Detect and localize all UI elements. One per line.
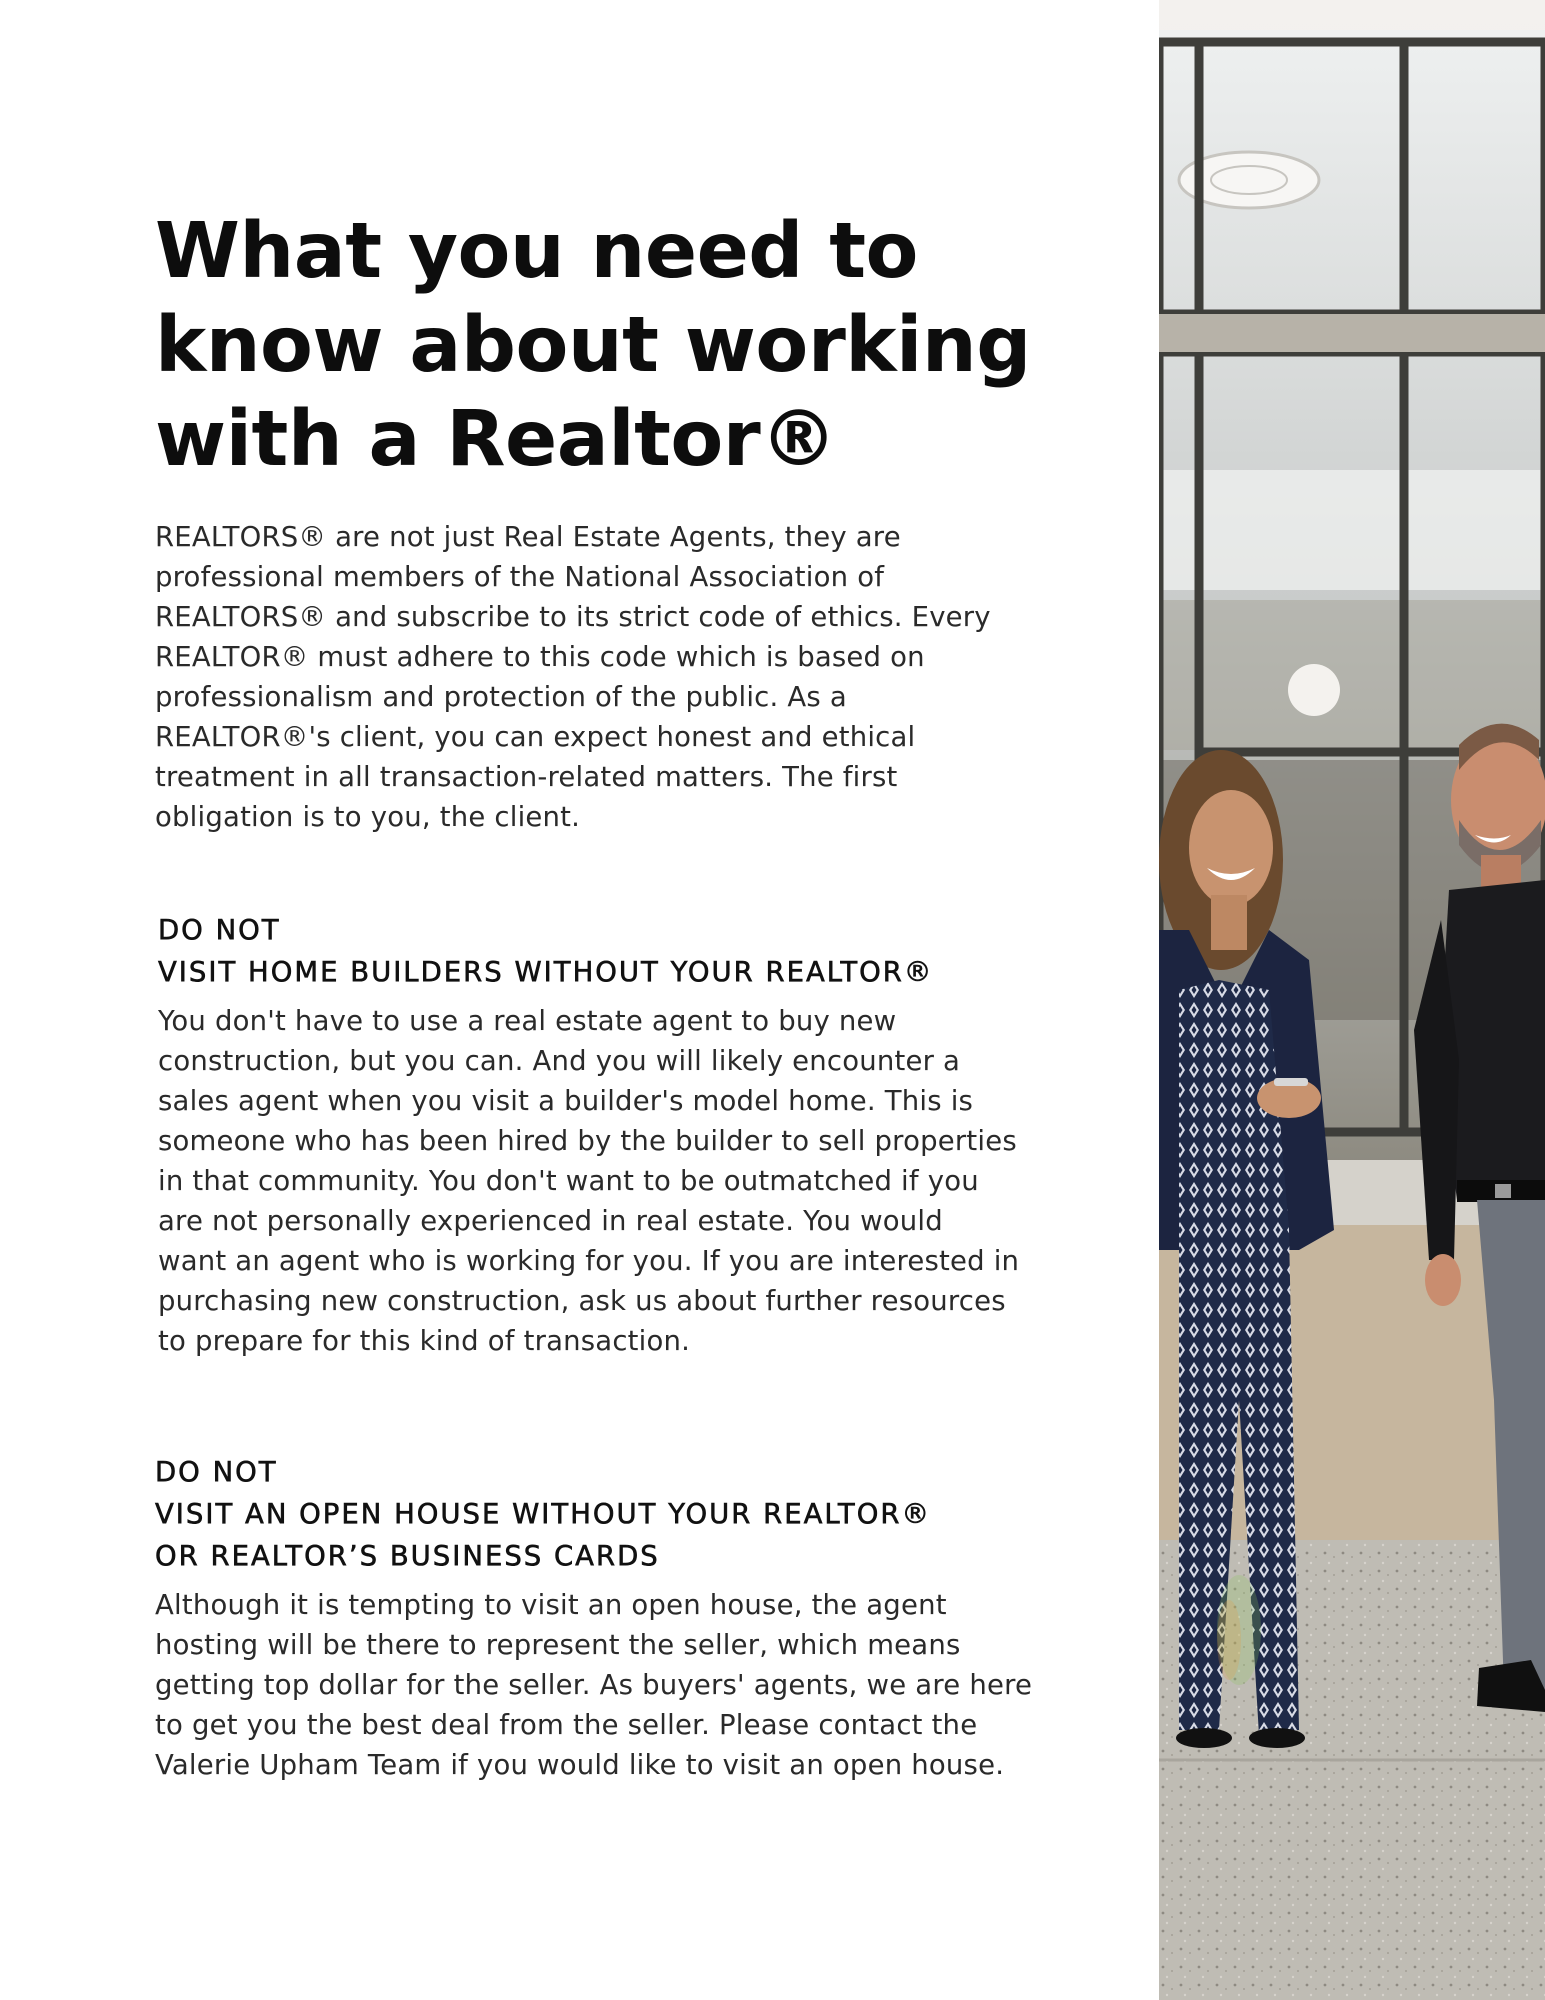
main-text-column xyxy=(155,205,1085,837)
section-home-builders xyxy=(158,909,1088,1361)
section-body: Although it is tempting to visit an open house, the agent hosting will be there to represent the seller, which means getting top dollar for the seller. As buyers' agents, we are here to get you the best deal from the seller. Please contact the Valerie Upham Team if you would like to visit an open house. xyxy=(155,1589,1033,1781)
page-title: What you need to know about working with a Realtor® xyxy=(155,207,1031,484)
section-open-house xyxy=(155,1451,1085,1785)
photo-panel xyxy=(1159,0,1545,2000)
section-heading: DO NOT VISIT AN OPEN HOUSE WITHOUT YOUR REALTOR® OR REALTOR’S BUSINESS CARDS xyxy=(155,1456,931,1572)
section-heading: DO NOT VISIT HOME BUILDERS WITHOUT YOUR REALTOR® xyxy=(158,914,934,988)
people-photo-illustration xyxy=(1159,0,1545,2000)
section-body: You don't have to use a real estate agent to buy new construction, but you can. And you will likely encounter a sales agent when you visit a builder's model home. This is someone who has been hired by the builder to sell properties in that community. You don't want to be outmatched if you are not personally experienced in real estate. You would want an agent who is working for you. If you are interested in purchasing new construction, ask us about further resources to prepare for this kind of transaction. xyxy=(158,1005,1020,1357)
intro-paragraph: REALTORS® are not just Real Estate Agents, they are professional members of the National Association of REALTORS® and subscribe to its strict code of ethics. Every REALTOR® must adhere to this code which is based on professionalism and protection of the public. As a REALTOR®'s client, you can expect honest and ethical treatment in all transaction-related matters. The first obligation is to you, the client. xyxy=(155,521,991,833)
